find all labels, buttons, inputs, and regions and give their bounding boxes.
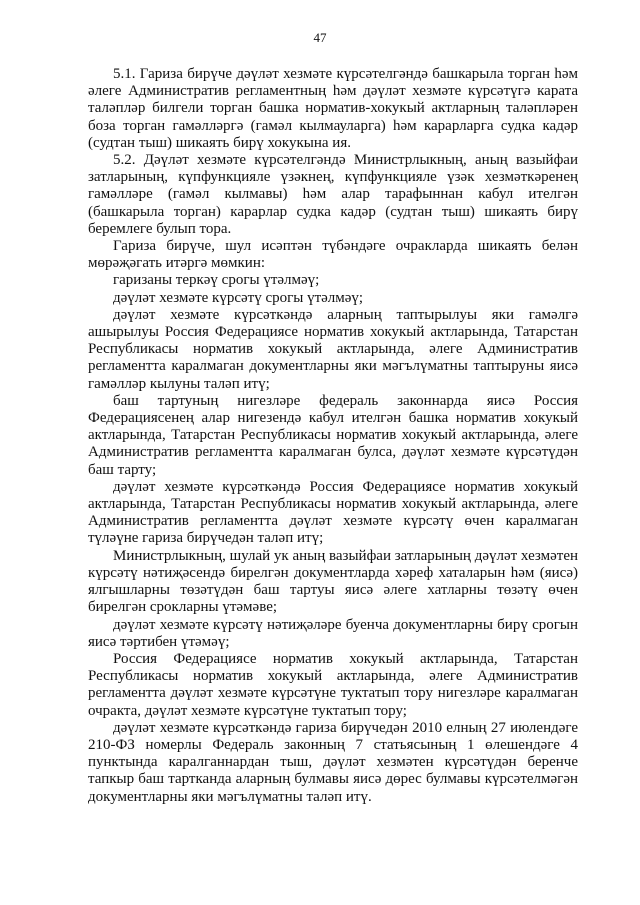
list-item: гаризаны теркәү срогы үтәлмәү; [113, 272, 320, 289]
list-item: дәүләт хезмәте күрсәткәндә аларның таптырылуы яки гамәлгә ашырылуы Россия Федерациясе норматив хокукый актларында, Татарстан Республикасы норматив хокукый актларында, әлеге Административ регламентта каралмаган документларны яки мәгълүматны таптыруны яисә гамәлләр кылуны таләп итү; [88, 306, 578, 392]
list-item: Министрлыкның, шулай ук аның вазыйфаи затларының дәүләт хезмәтен күрсәтү нәтиҗәсендә бирелгән документларда хәреф хаталарын һәм (яисә) ялгышларны төзәтүдән баш тартуы яисә әлеге хатларны төзәтү өчен бирелгән срокларны үтәмәве; [88, 547, 579, 616]
paragraph-5-2: 5.2. Дәүләт хезмәте күрсәтелгәндә Министрлыкның, аның вазыйфаи затларының, күпфункцияле үзәкнең, күпфункцияле үзәк хезмәткәренең гамәлләре (гамәл кылмавы) һәм алар тарафыннан кабул ителгән (башкарыла торган) карарлар судка кадәр (судтан тыш) шикаять бирү беремлеге булып тора. [88, 152, 578, 237]
list-item: дәүләт хезмәте күрсәтү срогы үтәлмәү; [113, 289, 364, 306]
list-item: дәүләт хезмәте күрсәткәндә гариза бирүчедән 2010 елның 27 июлендәге 210-ФЗ номерлы Федераль законның 7 статьясының 1 өлешендәге 4 пунктында каралганнардан тыш, дәүләт хезмәтен күрсәтүдән беренче тапкыр баш тартканда аларның булмавы яисә дөрес булмавы күрсәтелмәгән документларны яки мәгълүматны таләп итү. [88, 719, 578, 805]
page-number: 47 [313, 30, 327, 45]
list-item: дәүләт хезмәте күрсәтү нәтиҗәләре буенча документларны бирү срогын яисә тәртибен үтәмәү; [88, 616, 578, 650]
paragraph-intro: Гариза бирүче, шул исәптән түбәндәге очракларда шикаять белән мөрәҗәгать итәргә мөмкин: [88, 238, 578, 272]
list-item: баш тартуның нигезләре федераль законнарда яисә Россия Федерациясенең алар нигезендә кабул ителгән башка норматив хокукый актларында, Татарстан Республикасы норматив хокукый актларында, әлеге Административ регламентта каралмаган булса, дәүләт хезмәте күрсәтүдән баш тарту; [88, 392, 578, 478]
body-text [88, 66, 578, 806]
list-item: дәүләт хезмәте күрсәткәндә Россия Федерациясе норматив хокукый актларында, Татарстан Республикасы норматив хокукый актларында, әлеге Административ регламентта дәүләт хезмәте күрсәтү өчен каралмаган түләүне гариза бирүчедән таләп итү; [88, 478, 578, 547]
paragraph-5-1: 5.1. Гариза бирүче дәүләт хезмәте күрсәтелгәндә башкарыла торган һәм әлеге Административ регламентның һәм дәүләт хезмәте күрсәтүгә карата таләпләр билгели торган башка норматив-хокукый актларның таләпләрен боза торган гамәлләргә (гамәл кылмауларга) һәм карарларга судка кадәр (судтан тыш) шикаять бирү хокукына ия. [88, 66, 578, 151]
list-item: Россия Федерациясе норматив хокукый актларында, Татарстан Республикасы норматив хокукый актларында, әлеге Административ регламентта дәүләт хезмәте күрсәтүне туктатып тору нигезләре каралмаган очракта, дәүләт хезмәте күрсәтүне туктатып тору; [88, 650, 578, 719]
